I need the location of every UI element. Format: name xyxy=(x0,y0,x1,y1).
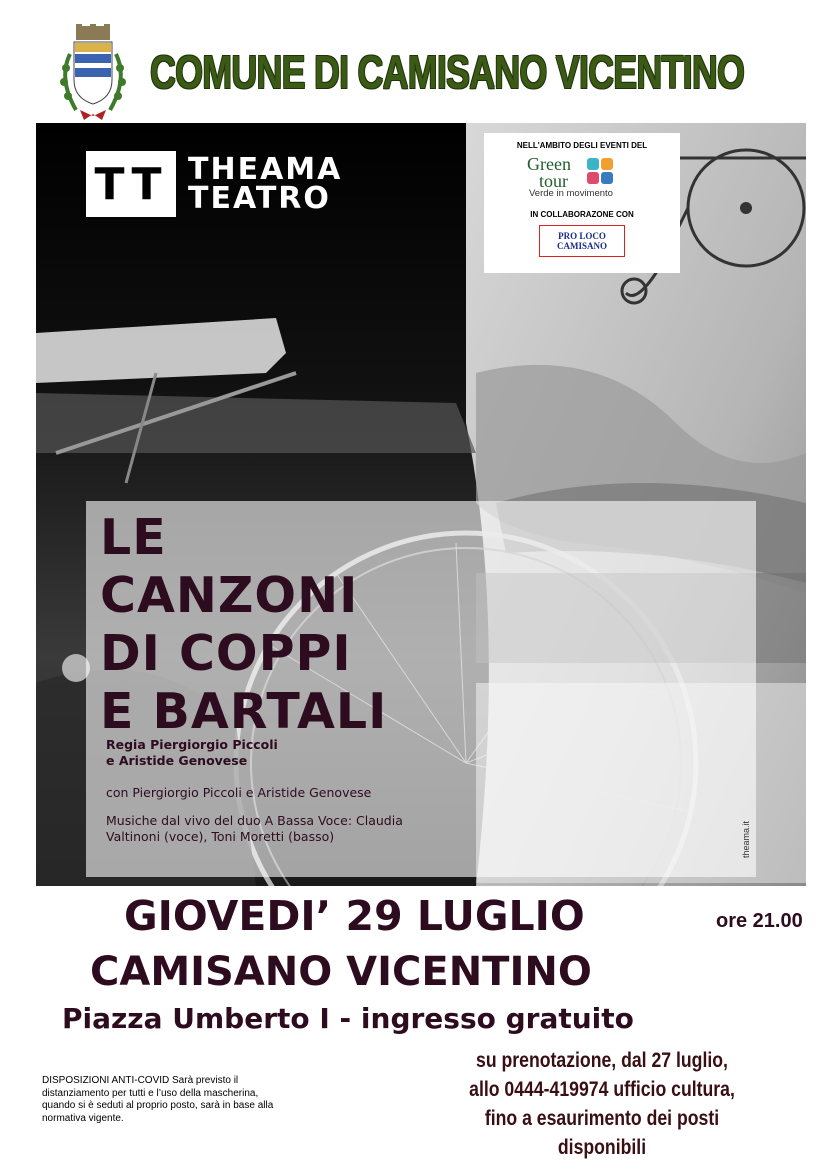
swim-icon xyxy=(601,172,613,184)
show-title-line: DI COPPI xyxy=(100,625,352,682)
music-line: Musiche dal vivo del duo A Bassa Voce: Claudia xyxy=(106,813,403,828)
theama-line1: THEAMA xyxy=(188,152,343,187)
music-credit xyxy=(106,813,506,845)
regia-line: Regia Piergiorgio Piccoli xyxy=(106,737,278,752)
regia-credit xyxy=(106,737,278,769)
greentour-word1: Green xyxy=(527,154,571,174)
booking-info xyxy=(459,1046,745,1162)
booking-line: su prenotazione, dal 27 luglio, xyxy=(476,1049,728,1072)
tt-mark: TT xyxy=(86,151,176,217)
event-time: ore 21.00 xyxy=(716,910,803,932)
theama-line2: TEATRO xyxy=(188,181,331,216)
website-label: theama.it xyxy=(741,820,751,858)
collaborazione-label: IN COLLABORAZONE CON xyxy=(530,210,634,219)
greentour-word2: tour xyxy=(539,171,568,191)
theama-wordmark xyxy=(188,152,343,216)
run-icon xyxy=(587,172,599,184)
music-line: Valtinoni (voce), Toni Moretti (basso) xyxy=(106,829,335,844)
bike-icon xyxy=(601,158,613,170)
event-date: GIOVEDI’ 29 LUGLIO xyxy=(124,892,585,940)
cast-credit: con Piergiorgio Piccoli e Aristide Genovese xyxy=(106,785,372,800)
nell-ambito-label: NELL'AMBITO DEGLI EVENTI DEL xyxy=(516,141,648,150)
greentour-tagline: Verde in movimento xyxy=(529,188,613,199)
covid-notice: DISPOSIZIONI ANTI-COVID Sarà previsto il distanziamento per tutti e l’uso della mascherina, quando si è seduti al proprio posto, sarà in base alla normativa vigente. xyxy=(42,1075,274,1124)
show-title-line: CANZONI xyxy=(100,567,359,624)
greentour-logo xyxy=(525,156,639,202)
comune-title: COMUNE DI CAMISANO VICENTINO xyxy=(150,46,745,98)
municipal-crest-icon xyxy=(54,24,132,122)
regia-line: e Aristide Genovese xyxy=(106,753,248,768)
event-poster xyxy=(36,123,806,886)
walk-icon xyxy=(587,158,599,170)
proloco-logo: PRO LOCO CAMISANO xyxy=(539,225,625,257)
show-title xyxy=(100,509,387,741)
booking-line: allo 0444-419974 ufficio cultura, xyxy=(469,1078,735,1101)
booking-line: fino a esaurimento dei posti disponibili xyxy=(484,1107,720,1159)
event-place: Piazza Umberto I - ingresso gratuito xyxy=(62,1002,634,1035)
show-title-line: LE xyxy=(100,509,167,566)
theama-teatro-logo xyxy=(86,151,342,217)
sponsor-box xyxy=(484,133,680,273)
greentour-icons xyxy=(587,158,613,184)
show-title-line: E BARTALI xyxy=(100,683,388,740)
event-city: CAMISANO VICENTINO xyxy=(90,949,592,995)
